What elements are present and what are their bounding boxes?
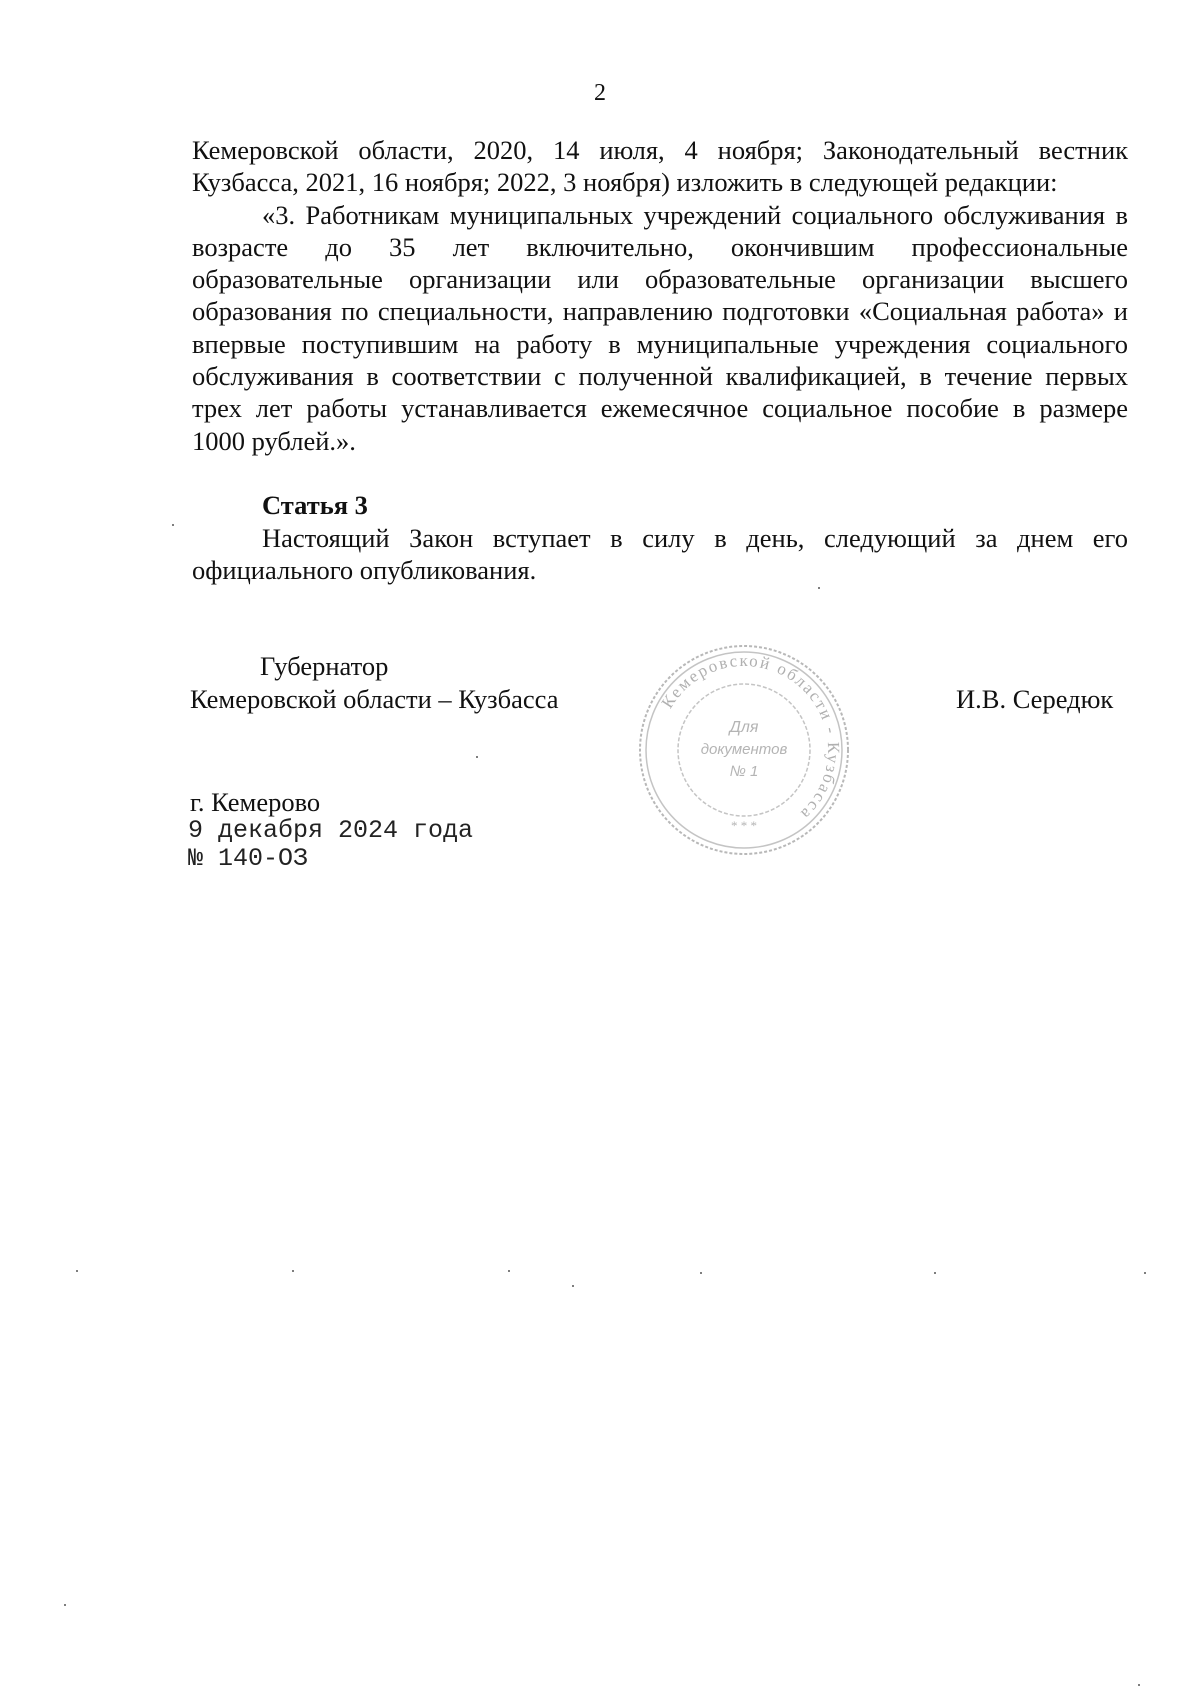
law-number: № 140-ОЗ (188, 844, 309, 873)
scan-speck (64, 1604, 66, 1606)
law-body-text (192, 134, 1128, 457)
seal-inner-line1: Для (729, 719, 759, 736)
article-heading: Статья 3 (262, 490, 368, 520)
scan-speck (508, 1270, 510, 1272)
article-body (192, 522, 1128, 587)
scan-speck (700, 1272, 702, 1274)
scan-speck (1144, 1272, 1146, 1274)
paragraph-amendment-text: «3. Работникам муниципальных учреждений социального обслуживания в возрасте до 35 лет включительно, окончившим профессиональные образовательные организации или образовательные организации высшего образования по специальности, направлению подготовки «Социальная работа» и впервые поступившим на работу в муниципальные учреждения социального обслуживания в соответствии с полученной квалификацией, в течение первых трех лет работы устанавливается ежемесячное социальное пособие в размере 1000 рублей.». (192, 199, 1128, 456)
svg-text:* * *: * * * (731, 818, 757, 833)
issuance-place: г. Кемерово (190, 787, 321, 817)
scan-speck (1138, 1684, 1140, 1686)
article-text: Настоящий Закон вступает в силу в день, следующий за днем его официального опубликования. (192, 523, 1128, 586)
signatory-title-line1: Губернатор (260, 651, 389, 681)
svg-text:Кемеровской области - Кузбасса (658, 651, 843, 825)
scan-speck (572, 1285, 574, 1287)
paragraph-continuation: Кемеровской области, 2020, 14 июля, 4 ноября; Законодательный вестник Кузбасса, 2021, 16 ноября; 2022, 3 ноября) изложить в следующей редакции: (192, 135, 1128, 198)
seal-inner-line2: документов (700, 741, 788, 758)
seal-inner-line3: № 1 (729, 763, 759, 780)
official-seal-stamp (634, 640, 854, 860)
signatory-title (190, 650, 559, 716)
issuance-date: 9 декабря 2024 года (188, 816, 474, 845)
scan-speck (292, 1270, 294, 1272)
scan-speck (934, 1272, 936, 1274)
seal-graphic (634, 640, 854, 860)
signatory-title-line2: Кемеровской области – Кузбасса (190, 684, 559, 714)
signer-name: И.В. Середюк (956, 684, 1114, 714)
scan-speck (818, 587, 820, 589)
seal-outer-text: Кемеровской области - Кузбасса (657, 650, 844, 825)
page-number: 2 (594, 80, 606, 106)
scan-speck (172, 524, 174, 526)
scan-speck (476, 756, 478, 758)
scan-speck (76, 1270, 78, 1272)
